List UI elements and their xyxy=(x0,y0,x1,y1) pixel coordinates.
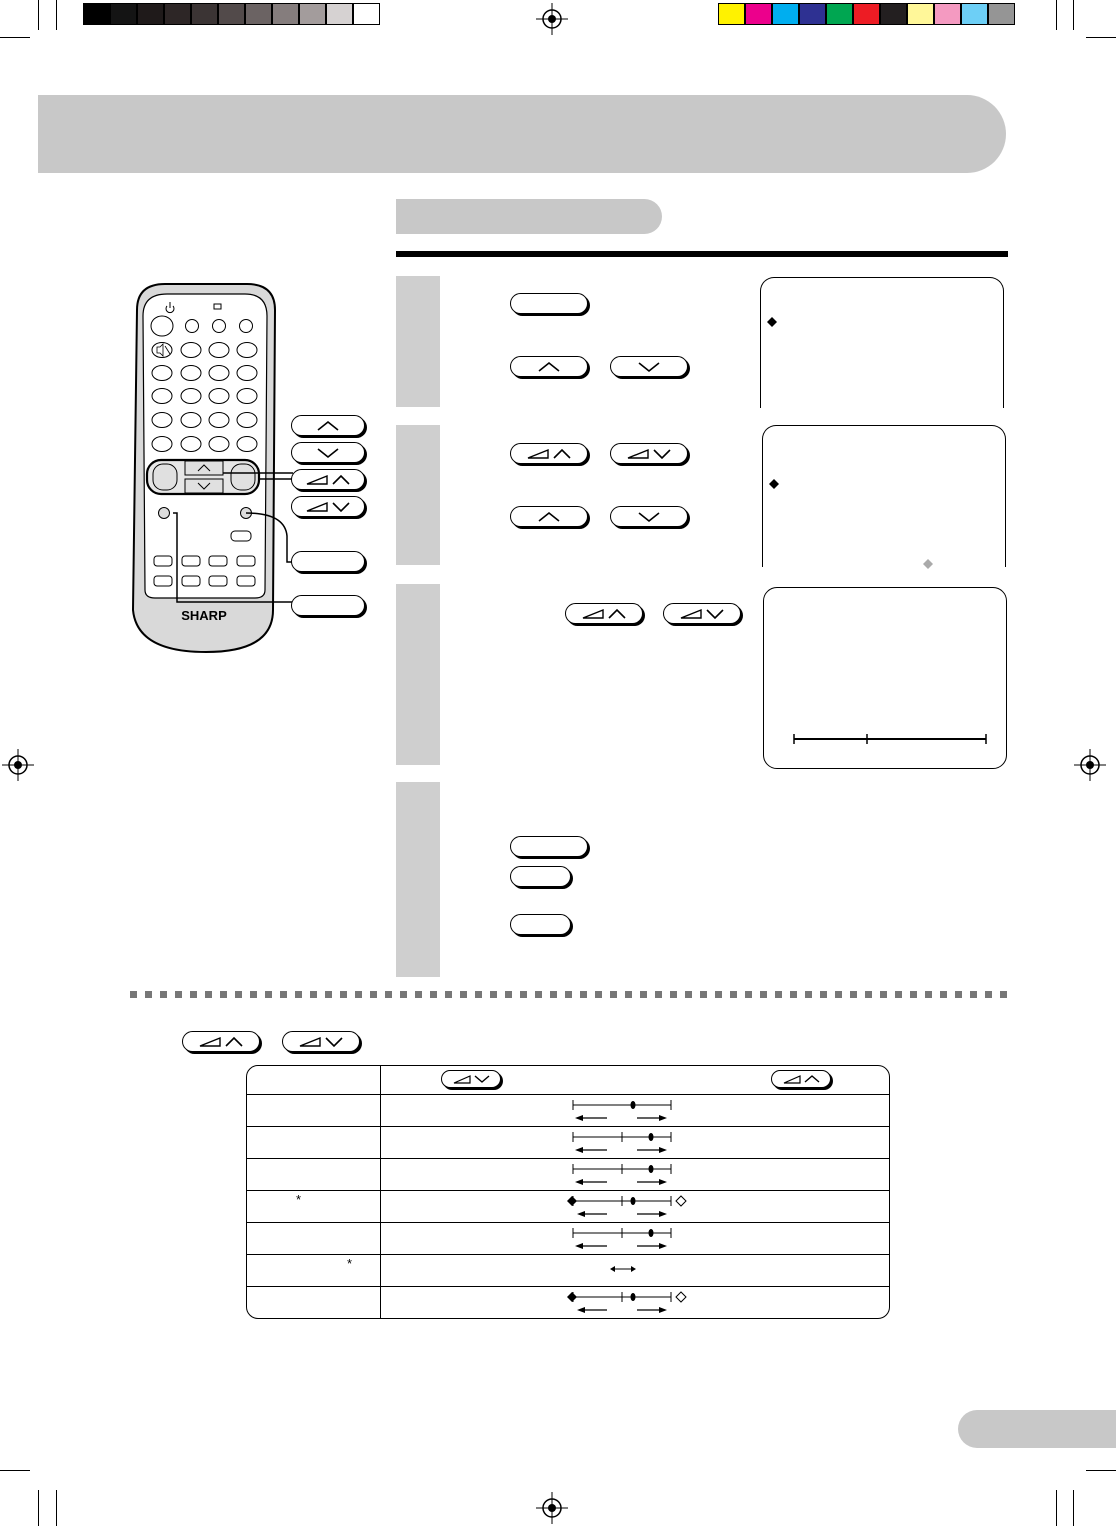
step-2-volume-up-button[interactable] xyxy=(510,443,588,464)
color-swatch xyxy=(988,3,1015,25)
double-arrow-icon xyxy=(609,1263,637,1275)
color-swatch xyxy=(745,3,772,25)
table-row xyxy=(247,1286,889,1318)
volume-down-icon xyxy=(294,1035,348,1049)
color-swatch xyxy=(110,3,137,25)
gray-diamond-icon xyxy=(923,559,933,569)
dotted-separator xyxy=(130,991,1010,998)
section-rule xyxy=(396,251,1008,257)
step-1-bar xyxy=(396,276,440,407)
step-4-menu-button[interactable] xyxy=(510,836,588,857)
step-3-volume-up-button[interactable] xyxy=(565,603,643,624)
color-swatch xyxy=(961,3,988,25)
color-swatch xyxy=(880,3,907,25)
page-title-banner xyxy=(38,95,1006,173)
volume-up-icon xyxy=(522,447,576,461)
osd-screen-step-1 xyxy=(760,277,1004,408)
table-row xyxy=(247,1222,889,1254)
volume-up-button[interactable] xyxy=(291,469,365,490)
volume-down-icon xyxy=(675,607,729,621)
bottom-volume-up-button[interactable] xyxy=(182,1031,260,1052)
chevron-down-icon xyxy=(308,446,348,460)
table-row xyxy=(247,1190,889,1222)
chevron-up-icon xyxy=(308,419,348,433)
table-header-volume-down-button xyxy=(441,1070,501,1088)
volume-down-icon xyxy=(301,500,355,514)
section-heading-band xyxy=(396,199,662,234)
color-swatch xyxy=(299,3,326,25)
adjustment-table xyxy=(246,1065,890,1319)
scale-single-icon xyxy=(567,1097,677,1125)
color-swatch xyxy=(218,3,245,25)
step-2-bar xyxy=(396,425,440,565)
step-4-small-button-2[interactable] xyxy=(510,914,571,935)
color-swatch xyxy=(826,3,853,25)
step-1-up-button[interactable] xyxy=(510,356,588,377)
step-2-up-button[interactable] xyxy=(510,506,588,527)
page-number-tab xyxy=(958,1410,1116,1448)
registration-target-bottom-icon xyxy=(536,1492,568,1524)
table-header-volume-up-button xyxy=(771,1070,831,1088)
scale-tint-icon xyxy=(559,1193,689,1221)
osd-screen-step-3 xyxy=(763,587,1007,769)
step-3-volume-down-button[interactable] xyxy=(663,603,741,624)
color-swatch xyxy=(164,3,191,25)
scale-centered-icon xyxy=(567,1225,677,1253)
table-row xyxy=(247,1094,889,1126)
color-swatch xyxy=(799,3,826,25)
step-4-bar xyxy=(396,782,440,977)
color-swatch xyxy=(137,3,164,25)
color-swatch xyxy=(907,3,934,25)
step-1-down-button[interactable] xyxy=(610,356,688,377)
asterisk-note: * xyxy=(347,1256,353,1271)
asterisk-note: * xyxy=(296,1192,302,1207)
volume-down-icon xyxy=(449,1073,493,1085)
table-row xyxy=(247,1254,889,1286)
channel-up-button[interactable] xyxy=(291,415,365,436)
table-row xyxy=(247,1126,889,1158)
selector-diamond-icon xyxy=(767,317,777,327)
registration-target-right-icon xyxy=(1074,749,1106,781)
end-button[interactable] xyxy=(291,595,365,616)
color-swatch xyxy=(272,3,299,25)
step-1-menu-button[interactable] xyxy=(510,293,588,314)
channel-down-button[interactable] xyxy=(291,442,365,463)
step-4-small-button-1[interactable] xyxy=(510,866,571,887)
scale-centered-icon xyxy=(567,1129,677,1157)
registration-target-left-icon xyxy=(2,749,34,781)
color-swatch xyxy=(245,3,272,25)
color-swatch xyxy=(353,3,380,25)
selector-diamond-icon xyxy=(769,479,779,489)
registration-target-top-icon xyxy=(536,3,568,35)
brand-logo: SHARP xyxy=(181,608,227,623)
volume-up-icon xyxy=(194,1035,248,1049)
volume-up-icon xyxy=(301,473,355,487)
volume-up-icon xyxy=(577,607,631,621)
chevron-up-icon xyxy=(529,510,569,524)
table-row xyxy=(247,1158,889,1190)
color-swatch xyxy=(191,3,218,25)
color-swatch xyxy=(934,3,961,25)
step-2-down-button[interactable] xyxy=(610,506,688,527)
volume-down-button[interactable] xyxy=(291,496,365,517)
volume-up-icon xyxy=(779,1073,823,1085)
volume-down-icon xyxy=(622,447,676,461)
bottom-volume-down-button[interactable] xyxy=(282,1031,360,1052)
menu-button[interactable] xyxy=(291,551,365,572)
step-3-bar xyxy=(396,584,440,765)
chevron-down-icon xyxy=(629,360,669,374)
osd-screen-step-2 xyxy=(762,425,1006,567)
scale-centered-icon xyxy=(567,1161,677,1189)
chevron-down-icon xyxy=(629,510,669,524)
chevron-up-icon xyxy=(529,360,569,374)
color-swatch xyxy=(83,3,110,25)
color-swatch xyxy=(853,3,880,25)
color-swatch xyxy=(772,3,799,25)
color-swatch xyxy=(326,3,353,25)
adjustment-bar xyxy=(792,732,990,746)
color-swatch xyxy=(718,3,745,25)
step-2-volume-down-button[interactable] xyxy=(610,443,688,464)
scale-tint-icon xyxy=(559,1289,689,1317)
